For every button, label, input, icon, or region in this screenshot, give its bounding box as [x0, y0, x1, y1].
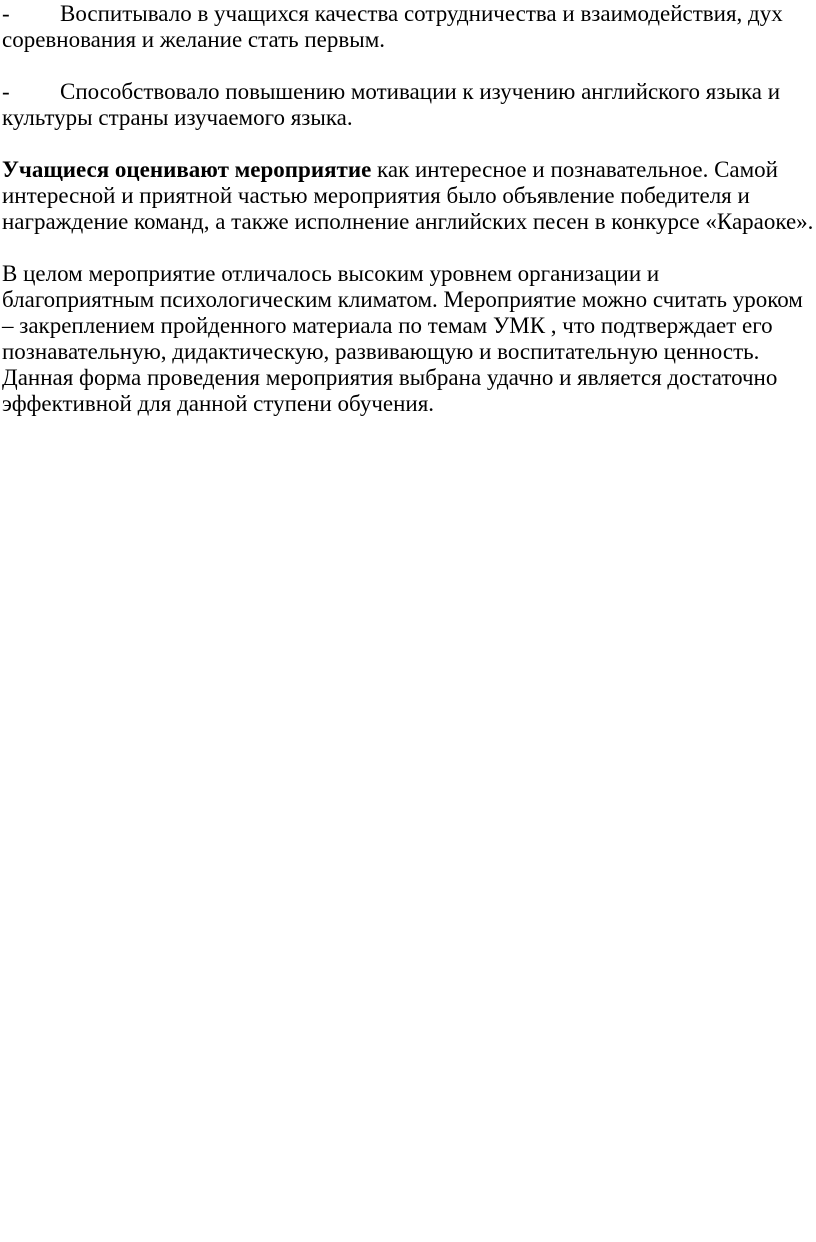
bullet-text-motivation: Способствовало повышению мотивации к изучению английского языка и культуры страны изучаемого языка.: [2, 79, 781, 130]
bullet-paragraph-motivation: [2, 79, 814, 131]
bullet-dash: -: [2, 79, 10, 104]
evaluation-text: как интересное и познавательное. Самой интересной и приятной частью мероприятия было объявление победителя и награждение команд, а также исполнение английских песен в конкурсе «Караоке».: [2, 157, 814, 234]
document-page: [2, 0, 814, 443]
bullet-text-cooperation: Воспитывало в учащихся качества сотрудничества и взаимодействия, дух соревнования и желание стать первым.: [2, 1, 783, 52]
bullet-dash: -: [2, 1, 10, 26]
evaluation-paragraph: [2, 157, 814, 235]
evaluation-bold-lead: Учащиеся оценивают мероприятие: [2, 157, 372, 182]
conclusion-paragraph: В целом мероприятие отличалось высоким уровнем организации и благоприятным психологическим климатом. Мероприятие можно считать уроком – закреплением пройденного материала по темам УМК , что подтверждает его познавательную, дидактическую, развивающую и воспитательную ценность. Данная форма проведения мероприятия выбрана удачно и является достаточно эффективной для данной ступени обучения.: [2, 261, 803, 416]
bullet-paragraph-cooperation: [2, 1, 814, 53]
